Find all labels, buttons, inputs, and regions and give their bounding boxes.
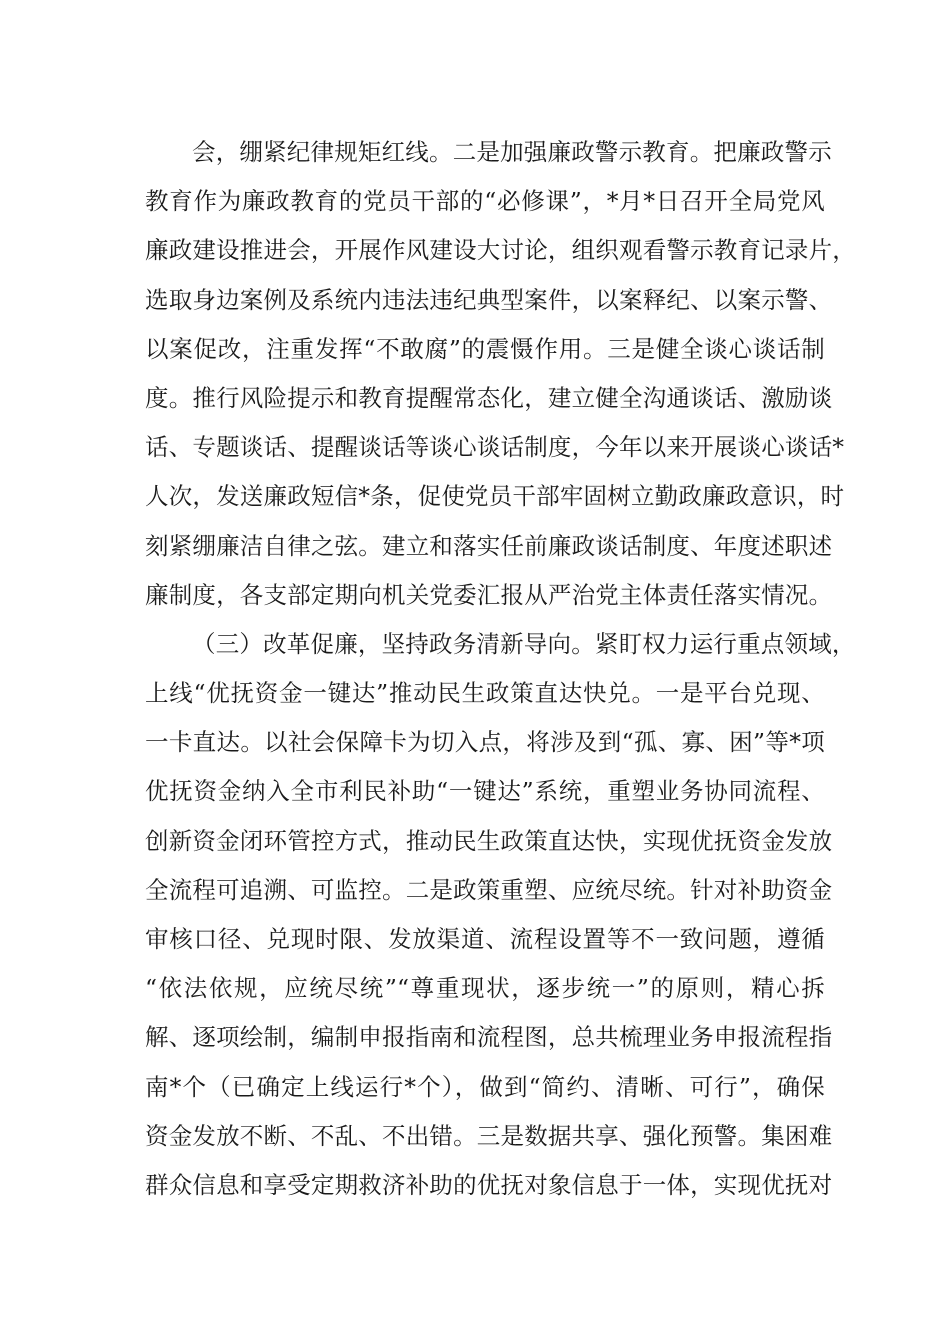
text-line: 会，绷紧纪律规矩红线。二是加强廉政警示教育。把廉政警示 — [192, 138, 832, 166]
text-line: 以案促改，注重发挥“不敢腐”的震慑作用。三是健全谈心谈话制 — [145, 334, 825, 363]
text-line: 刻紧绷廉洁自律之弦。建立和落实任前廉政谈话制度、年度述职述 — [145, 531, 833, 560]
text-line: 审核口径、兑现时限、发放渠道、流程设置等不一致问题，遵循 — [145, 925, 825, 953]
body-text — [145, 132, 856, 1214]
text-line: 南*个（已确定上线运行*个），做到“简约、清晰、可行”，确保 — [145, 1072, 825, 1101]
text-line: 教育作为廉政教育的党员干部的“必修课”，*月*日召开全局党风 — [145, 187, 825, 216]
text-line: 廉政建设推进会，开展作风建设大讨论，组织观看警示教育记录片， — [145, 236, 856, 265]
text-line: 度。推行风险提示和教育提醒常态化，建立健全沟通谈话、激励谈 — [145, 383, 833, 412]
text-line: 解、逐项绘制，编制申报指南和流程图，总共梳理业务申报流程指 — [145, 1023, 833, 1052]
text-line: 全流程可追溯、可监控。二是政策重塑、应统尽统。针对补助资金 — [145, 875, 833, 904]
text-line: “依法依规，应统尽统”“尊重现状，逐步统一”的原则，精心拆 — [145, 974, 825, 1003]
text-line: 话、专题谈话、提醒谈话等谈心谈话制度，今年以来开展谈心谈话* — [145, 433, 845, 462]
text-line: 廉制度，各支部定期向机关党委汇报从严治党主体责任落实情况。 — [145, 580, 833, 609]
text-line: 群众信息和享受定期救济补助的优抚对象信息于一体，实现优抚对 — [145, 1170, 833, 1199]
section-heading-line: （三）改革促廉，坚持政务清新导向。紧盯权力运行重点领域， — [192, 629, 856, 658]
text-line: 选取身边案例及系统内违法违纪典型案件，以案释纪、以案示警、 — [145, 285, 833, 314]
text-line: 人次，发送廉政短信*条，促使党员干部牢固树立勤政廉政意识，时 — [145, 482, 845, 511]
text-line: 优抚资金纳入全市利民补助“一键达”系统，重塑业务协同流程、 — [145, 777, 825, 806]
text-line: 资金发放不断、不乱、不出错。三是数据共享、强化预警。集困难 — [145, 1121, 833, 1150]
text-line: 上线“优抚资金一键达”推动民生政策直达快兑。一是平台兑现、 — [145, 679, 825, 708]
text-line: 创新资金闭环管控方式，推动民生政策直达快，实现优抚资金发放 — [145, 826, 833, 855]
text-line: 一卡直达。以社会保障卡为切入点，将涉及到“孤、寡、困”等*项 — [145, 728, 825, 757]
